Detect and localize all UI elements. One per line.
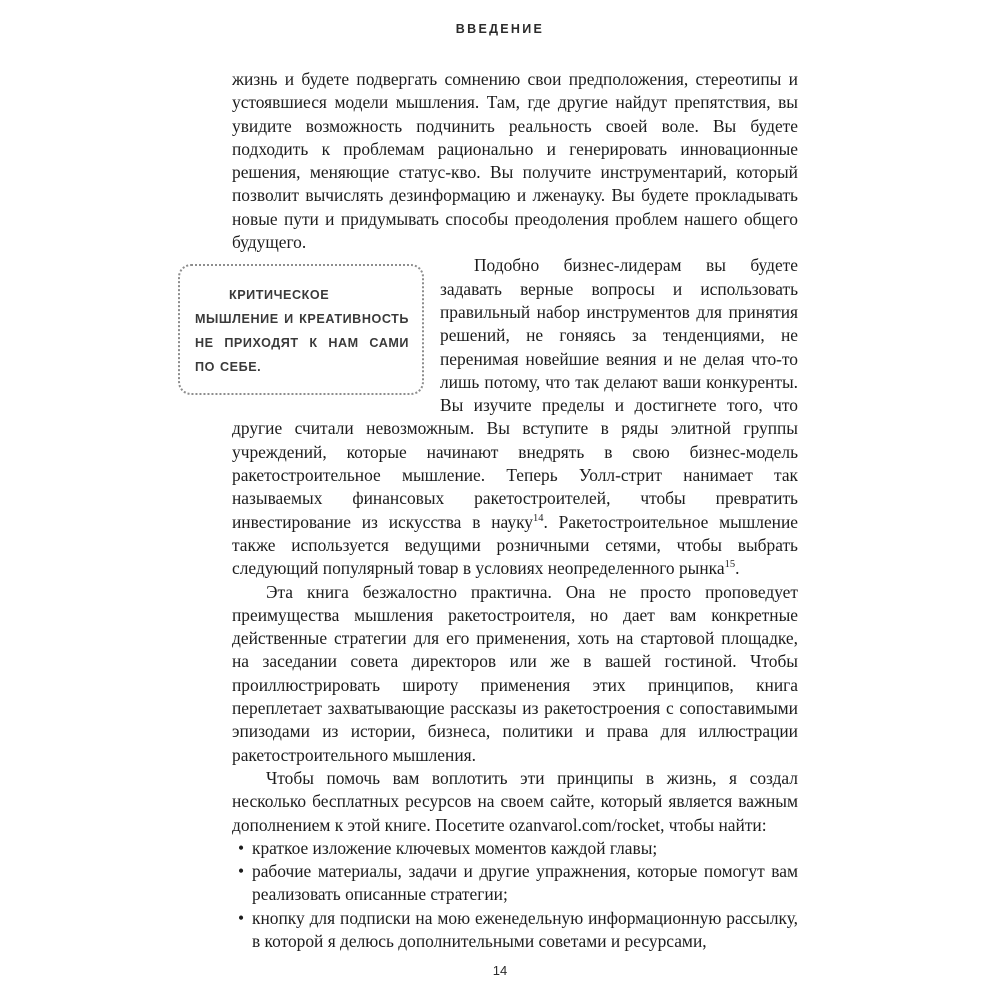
list-item-text: краткое изложение ключевых моментов каждой главы; (252, 837, 658, 858)
page-number: 14 (492, 963, 508, 978)
list-item (232, 907, 798, 954)
list-item-text: рабочие материалы, задачи и другие упражнения, которые помогут вам реализовать описанные стратегии; (252, 861, 798, 905)
bullet-icon: • (238, 837, 245, 858)
body-text-block (195, 68, 798, 953)
footnote-marker-14[interactable]: 14 (532, 512, 544, 524)
paragraph-text-part-3: . (735, 558, 740, 579)
resources-list (232, 837, 798, 953)
running-header: ВВЕДЕНИЕ (455, 22, 545, 36)
list-item (232, 837, 798, 860)
list-item-text: кнопку для подписки на мою еженедельную информационную рассылку, в которой я делюсь дополнительными советами и ресурсами, (252, 907, 798, 951)
paragraph-text-part-1: Подобно бизнес-лидерам вы будете задавать верные вопросы и использовать правильный набор инструментов для принятия решений, не гоняясь за тенденциями, не перенимая новейшие веяния и не делая что-то лишь потому, что так делают ваши конкуренты. Вы изучите пределы и достигнете того, что другие считали невозможным. Вы вступите в ряды элитной группы учреждений, которые начинают внедрять в свою бизнес-модель ракетостроительное мышление. Теперь Уолл-стрит нанимает так называемых финансовых ракетостроителей, чтобы превратить инвестирование из искусства в науку (232, 255, 798, 532)
paragraph-with-callout (195, 254, 798, 580)
list-item (232, 860, 798, 907)
pull-quote-callout (178, 264, 424, 395)
paragraph-resources-intro: Чтобы помочь вам воплотить эти принципы в жизнь, я создал несколько бесплатных ресурсов на своем сайте, который является важным дополнением к этой книге. Посетите ozanvarol.com/rocket, чтобы найти: (232, 767, 798, 835)
footnote-marker-15[interactable]: 15 (724, 559, 736, 571)
pull-quote-text: КРИТИЧЕСКОЕ МЫШЛЕНИЕ И КРЕАТИВНОСТЬ НЕ ПРИХОДЯТ К НАМ САМИ ПО СЕБЕ. (195, 288, 409, 375)
paragraph-continuation: жизнь и будете подвергать сомнению свои предположения, стереотипы и устоявшиеся модели мышления. Там, где другие найдут препятствия, вы увидите возможность подчинить реальность своей воле. Вы будете подходить к проблемам рационально и генерировать инновационные решения, меняющие статус-кво. Вы получите инструментарий, который позволит вычислять дезинформацию и лженауку. Вы будете прокладывать новые пути и придумывать способы преодоления проблем нашего общего будущего. (232, 69, 798, 253)
paragraph-text-part-2: . Ракетостроительное мышление также используется ведущими розничными сетями, чтобы выбрать следующий популярный товар в условиях неопределенного рынка (232, 511, 798, 579)
bullet-icon: • (238, 907, 245, 928)
paragraph-practical-book: Эта книга безжалостно практична. Она не просто проповедует преимущества мышления ракетостроителя, но дает вам конкретные действенные стратегии для его применения, хоть на стартовой площадке, на заседании совета директоров или же в вашей гостиной. Чтобы проиллюстрировать широту применения этих принципов, книга переплетает захватывающие рассказы из ракетостроения с сопоставимыми эпизодами из истории, бизнеса, политики и права для иллюстрации ракетостроительного мышления. (232, 581, 798, 765)
bullet-icon: • (238, 861, 245, 882)
